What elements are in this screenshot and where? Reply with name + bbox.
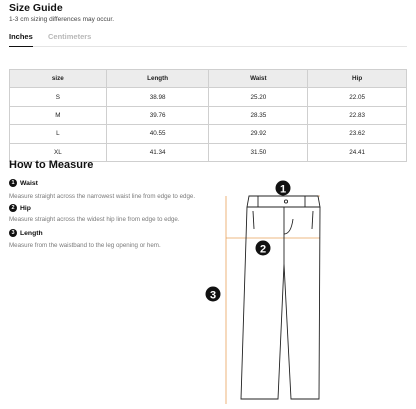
cell-length: 39.76 — [106, 106, 209, 124]
table-row — [10, 88, 407, 106]
page-title: Size Guide — [9, 2, 63, 14]
step-description: Measure straight across the narrowest waist line from edge to edge. — [9, 193, 196, 200]
cell-hip: 23.62 — [308, 125, 407, 143]
step-number-badge: 3 — [9, 229, 17, 237]
unit-tabs — [9, 30, 407, 47]
table-row — [10, 106, 407, 124]
size-table — [9, 69, 407, 162]
step-hip — [9, 204, 31, 212]
tab-inches[interactable]: Inches — [9, 32, 33, 47]
marker-1 — [276, 181, 291, 196]
cell-hip: 24.41 — [308, 143, 407, 161]
marker-3 — [206, 287, 221, 302]
step-description: Measure straight across the widest hip line from edge to edge. — [9, 216, 180, 223]
step-length — [9, 229, 43, 237]
header-waist: Waist — [209, 70, 308, 88]
cell-size: XL — [10, 143, 107, 161]
step-label: Length — [20, 229, 43, 237]
step-number-badge: 1 — [9, 179, 17, 187]
table-header-row — [10, 70, 407, 88]
header-length: Length — [106, 70, 209, 88]
header-size: size — [10, 70, 107, 88]
pants-diagram — [198, 174, 328, 409]
cell-waist: 25.20 — [209, 88, 308, 106]
cell-size: M — [10, 106, 107, 124]
sizing-note: 1-3 cm sizing differences may occur. — [9, 16, 115, 23]
step-label: Hip — [20, 204, 31, 212]
step-number-badge: 2 — [9, 204, 17, 212]
cell-size: L — [10, 125, 107, 143]
step-label: Waist — [20, 179, 38, 187]
cell-size: S — [10, 88, 107, 106]
step-waist — [9, 179, 38, 187]
pants-outline — [241, 196, 320, 399]
step-description: Measure from the waistband to the leg opening or hem. — [9, 242, 161, 249]
header-hip: Hip — [308, 70, 407, 88]
marker-2 — [256, 241, 271, 256]
table-row — [10, 125, 407, 143]
how-to-measure-title: How to Measure — [9, 159, 94, 171]
marker-3-label: 3 — [209, 289, 217, 302]
cell-hip: 22.05 — [308, 88, 407, 106]
cell-waist: 29.92 — [209, 125, 308, 143]
cell-length: 40.55 — [106, 125, 209, 143]
marker-1-label: 1 — [279, 183, 287, 196]
cell-waist: 31.50 — [209, 143, 308, 161]
cell-length: 38.98 — [106, 88, 209, 106]
marker-2-label: 2 — [259, 243, 267, 256]
cell-hip: 22.83 — [308, 106, 407, 124]
cell-waist: 28.35 — [209, 106, 308, 124]
tab-centimeters[interactable]: Centimeters — [48, 32, 92, 41]
cell-length: 41.34 — [106, 143, 209, 161]
